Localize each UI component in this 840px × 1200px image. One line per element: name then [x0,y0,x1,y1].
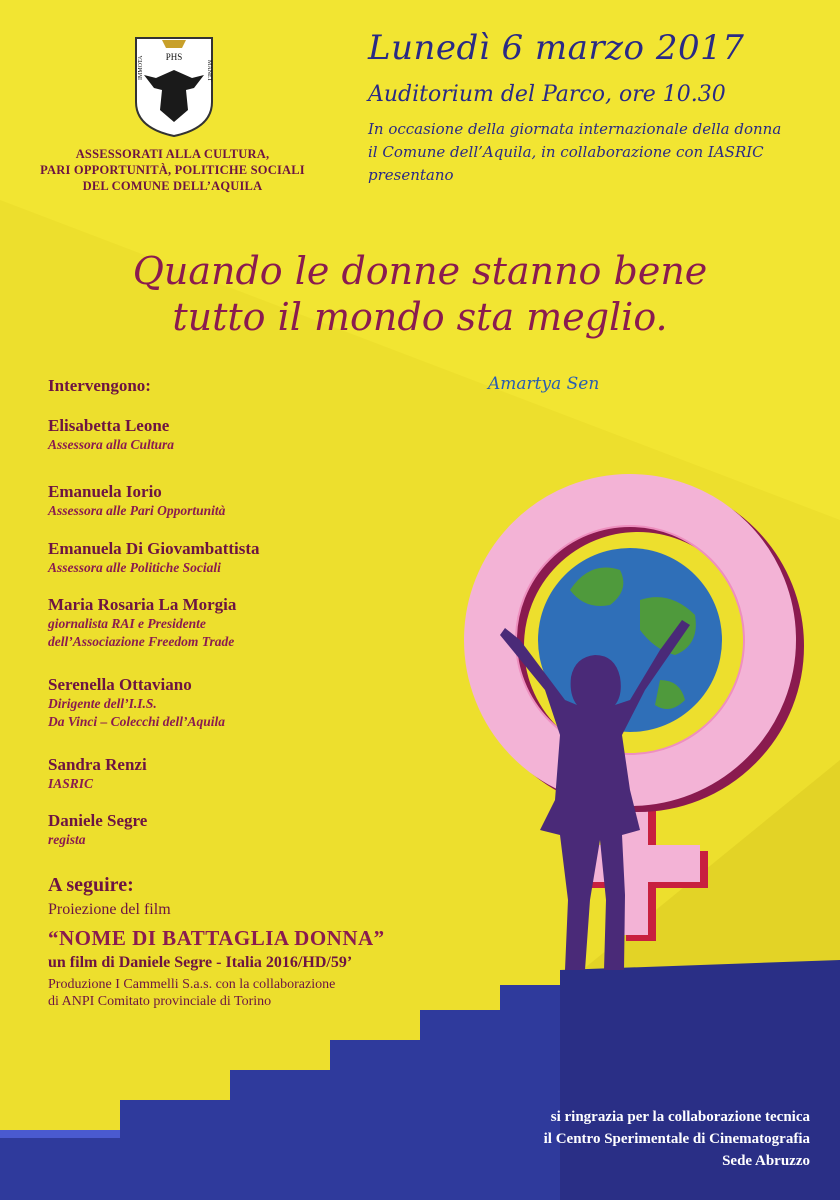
speaker-role: Assessora alle Pari Opportunità [48,503,226,518]
speaker-item [48,416,378,454]
speaker-item [48,811,378,849]
thanks-line: si ringrazia per la collaborazione tecnica [550,1109,810,1125]
speaker-item [48,595,378,651]
speaker-role: regista [48,832,86,847]
production-line: di ANPI Comitato provinciale di Torino [48,994,272,1009]
speaker-name: Daniele Segre [48,811,148,830]
crest-motto-right: MANET [206,60,212,82]
film-production [48,976,335,1010]
occasion-line: In occasione della giornata internazionale della donna [368,120,782,138]
quote-author: Amartya Sen [488,374,600,394]
production-line: Produzione I Cammelli S.a.s. con la collaborazione [48,977,336,992]
speaker-role: Da Vinci – Colecchi dell’Aquila [48,714,226,729]
speaker-name: Emanuela Iorio [48,482,162,501]
quote [90,248,750,340]
speaker-role: dell’Associazione Freedom Trade [48,634,235,649]
occasion-line: presentano [368,166,454,184]
occasion-line: il Comune dell’Aquila, in collaborazione con IASRIC [368,143,764,161]
occasion-text [368,118,828,187]
screening-heading: A seguire: [48,874,134,896]
film-credit: un film di Daniele Segre - Italia 2016/HD/59’ [48,954,353,971]
speaker-role: Assessora alle Politiche Sociali [48,560,221,575]
speakers-heading: Intervengono: [48,376,151,395]
speaker-name: Elisabetta Leone [48,416,170,435]
speaker-name: Maria Rosaria La Morgia [48,595,237,614]
organizer-block [40,146,305,194]
speaker-name: Sandra Renzi [48,755,147,774]
speaker-item [48,675,378,731]
speaker-item [48,539,378,577]
speaker-role: Dirigente dell’I.I.S. [48,696,157,711]
speaker-role: giornalista RAI e Presidente [48,616,206,631]
film-title: “NOME DI BATTAGLIA DONNA” [48,926,385,950]
crest-motto-left: IMMOTA [138,55,144,80]
organizer-line: DEL COMUNE DELL’AQUILA [82,179,263,193]
coat-of-arms-icon [132,30,216,138]
organizer-line: PARI OPPORTUNITÀ, POLITICHE SOCIALI [40,163,305,177]
organizer-line: ASSESSORATI ALLA CULTURA, [75,147,270,161]
acknowledgements [544,1106,810,1172]
event-date: Lunedì 6 marzo 2017 [368,28,745,68]
speaker-name: Emanuela Di Giovambattista [48,539,260,558]
quote-line: tutto il mondo sta meglio. [172,295,668,339]
speaker-item [48,755,378,793]
crest-monogram: PHS [165,52,183,62]
quote-line: Quando le donne stanno bene [132,249,708,293]
speaker-role: Assessora alla Cultura [48,437,175,452]
thanks-line: Sede Abruzzo [722,1153,810,1169]
speaker-item [48,482,378,520]
screening-intro: Proiezione del film [48,901,171,918]
thanks-line: il Centro Sperimentale di Cinematografia [543,1131,810,1147]
speaker-name: Serenella Ottaviano [48,675,192,694]
speaker-role: IASRIC [48,776,94,791]
event-venue: Auditorium del Parco, ore 10.30 [368,82,726,107]
